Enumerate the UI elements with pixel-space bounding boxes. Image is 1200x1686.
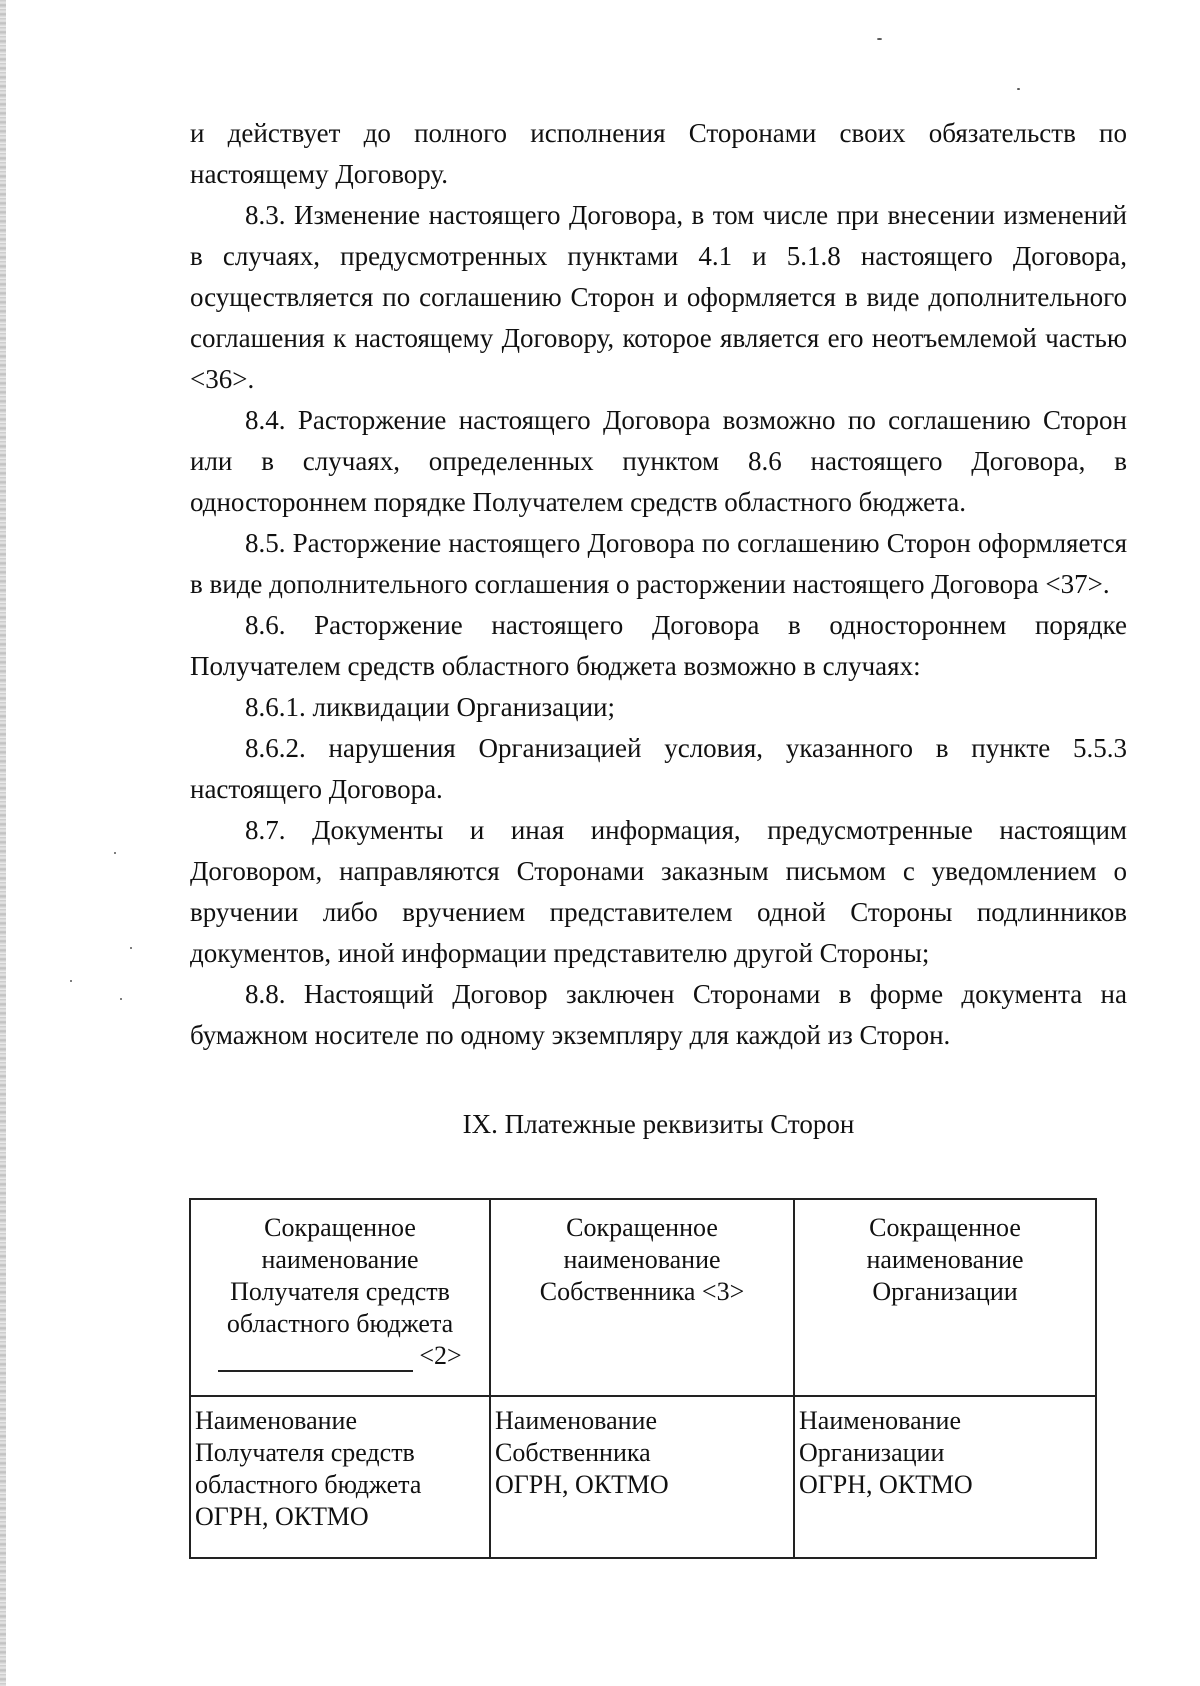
- header-line: Организации: [872, 1277, 1018, 1306]
- scan-speck: [120, 998, 122, 1000]
- scan-speck: [877, 38, 882, 40]
- paragraph-8-4: 8.4. Расторжение настоящего Договора возможно по соглашению Сторон или в случаях, определенных пунктом 8.6 настоящего Договора, в одностороннем порядке Получателем средств областного бюджета.: [190, 405, 1127, 517]
- cell-organization: [794, 1396, 1096, 1558]
- cell-line: Наименование: [799, 1406, 961, 1435]
- document-page: [190, 113, 1127, 1142]
- scan-speck: [1017, 88, 1020, 90]
- header-cell-recipient: [190, 1199, 490, 1396]
- paragraph-8-6: 8.6. Расторжение настоящего Договора в одностороннем порядке Получателем средств областного бюджета возможно в случаях:: [190, 610, 1127, 681]
- scan-speck: [130, 947, 132, 949]
- cell-line: Наименование: [195, 1406, 357, 1435]
- header-line: наименование: [563, 1245, 721, 1274]
- cell-line: Наименование: [495, 1406, 657, 1435]
- paragraph-8-3: 8.3. Изменение настоящего Договора, в том числе при внесении изменений в случаях, предусмотренных пунктами 4.1 и 5.1.8 настоящего Договора, осуществляется по соглашению Сторон и оформляется в виде дополнительного соглашения к настоящему Договору, которое является его неотъемлемой частью <36>.: [190, 200, 1127, 394]
- paragraph-8-8: 8.8. Настоящий Договор заключен Сторонами в форме документа на бумажном носителе по одному экземпляру для каждой из Сторон.: [190, 979, 1127, 1050]
- header-note: <2>: [419, 1341, 462, 1370]
- scan-edge: [0, 0, 6, 1686]
- header-line: Сокращенное: [264, 1213, 416, 1242]
- header-line: областного бюджета: [226, 1309, 454, 1338]
- header-line: наименование: [866, 1245, 1024, 1274]
- cell-line: Организации: [799, 1438, 945, 1467]
- header-cell-owner: [490, 1199, 794, 1396]
- cell-owner: [490, 1396, 794, 1558]
- cell-line: областного бюджета: [195, 1470, 422, 1499]
- scan-speck: [114, 852, 116, 854]
- cell-line: Собственника: [495, 1438, 651, 1467]
- header-cell-organization: [794, 1199, 1096, 1396]
- payment-details-table: [189, 1198, 1097, 1559]
- paragraph-8-6-2: 8.6.2. нарушения Организацией условия, указанного в пункте 5.5.3 настоящего Договора.: [190, 733, 1127, 804]
- header-line: наименование: [261, 1245, 419, 1274]
- table-header-row: [190, 1199, 1096, 1396]
- cell-line: ОГРН, ОКТМО: [195, 1502, 369, 1531]
- cell-line: Получателя средств: [195, 1438, 415, 1467]
- header-note-line: [191, 1340, 489, 1372]
- table-row: [190, 1396, 1096, 1558]
- paragraph-8-7: 8.7. Документы и иная информация, предусмотренные настоящим Договором, направляются Сторонами заказным письмом с уведомлением о вручении либо вручением представителем одной Стороны подлинников документов, иной информации представителю другой Стороны;: [190, 815, 1127, 968]
- header-line: Получателя средств: [230, 1277, 450, 1306]
- cell-line: ОГРН, ОКТМО: [799, 1470, 973, 1499]
- scan-speck: [70, 980, 72, 982]
- cell-recipient: [190, 1396, 490, 1558]
- paragraph-8-5: 8.5. Расторжение настоящего Договора по соглашению Сторон оформляется в виде дополнительного соглашения о расторжении настоящего Договора <37>.: [190, 528, 1127, 599]
- header-line: Сокращенное: [566, 1213, 718, 1242]
- header-line: Собственника <3>: [539, 1277, 745, 1306]
- header-line: Сокращенное: [869, 1213, 1021, 1242]
- paragraph-8-6-1: 8.6.1. ликвидации Организации;: [245, 692, 616, 722]
- blank-fill-line: [218, 1344, 413, 1372]
- paragraph-continuation: и действует до полного исполнения Сторонами своих обязательств по настоящему Договору.: [190, 118, 1127, 189]
- section-title: IX. Платежные реквизиты Сторон: [462, 1109, 855, 1139]
- cell-line: ОГРН, ОКТМО: [495, 1470, 669, 1499]
